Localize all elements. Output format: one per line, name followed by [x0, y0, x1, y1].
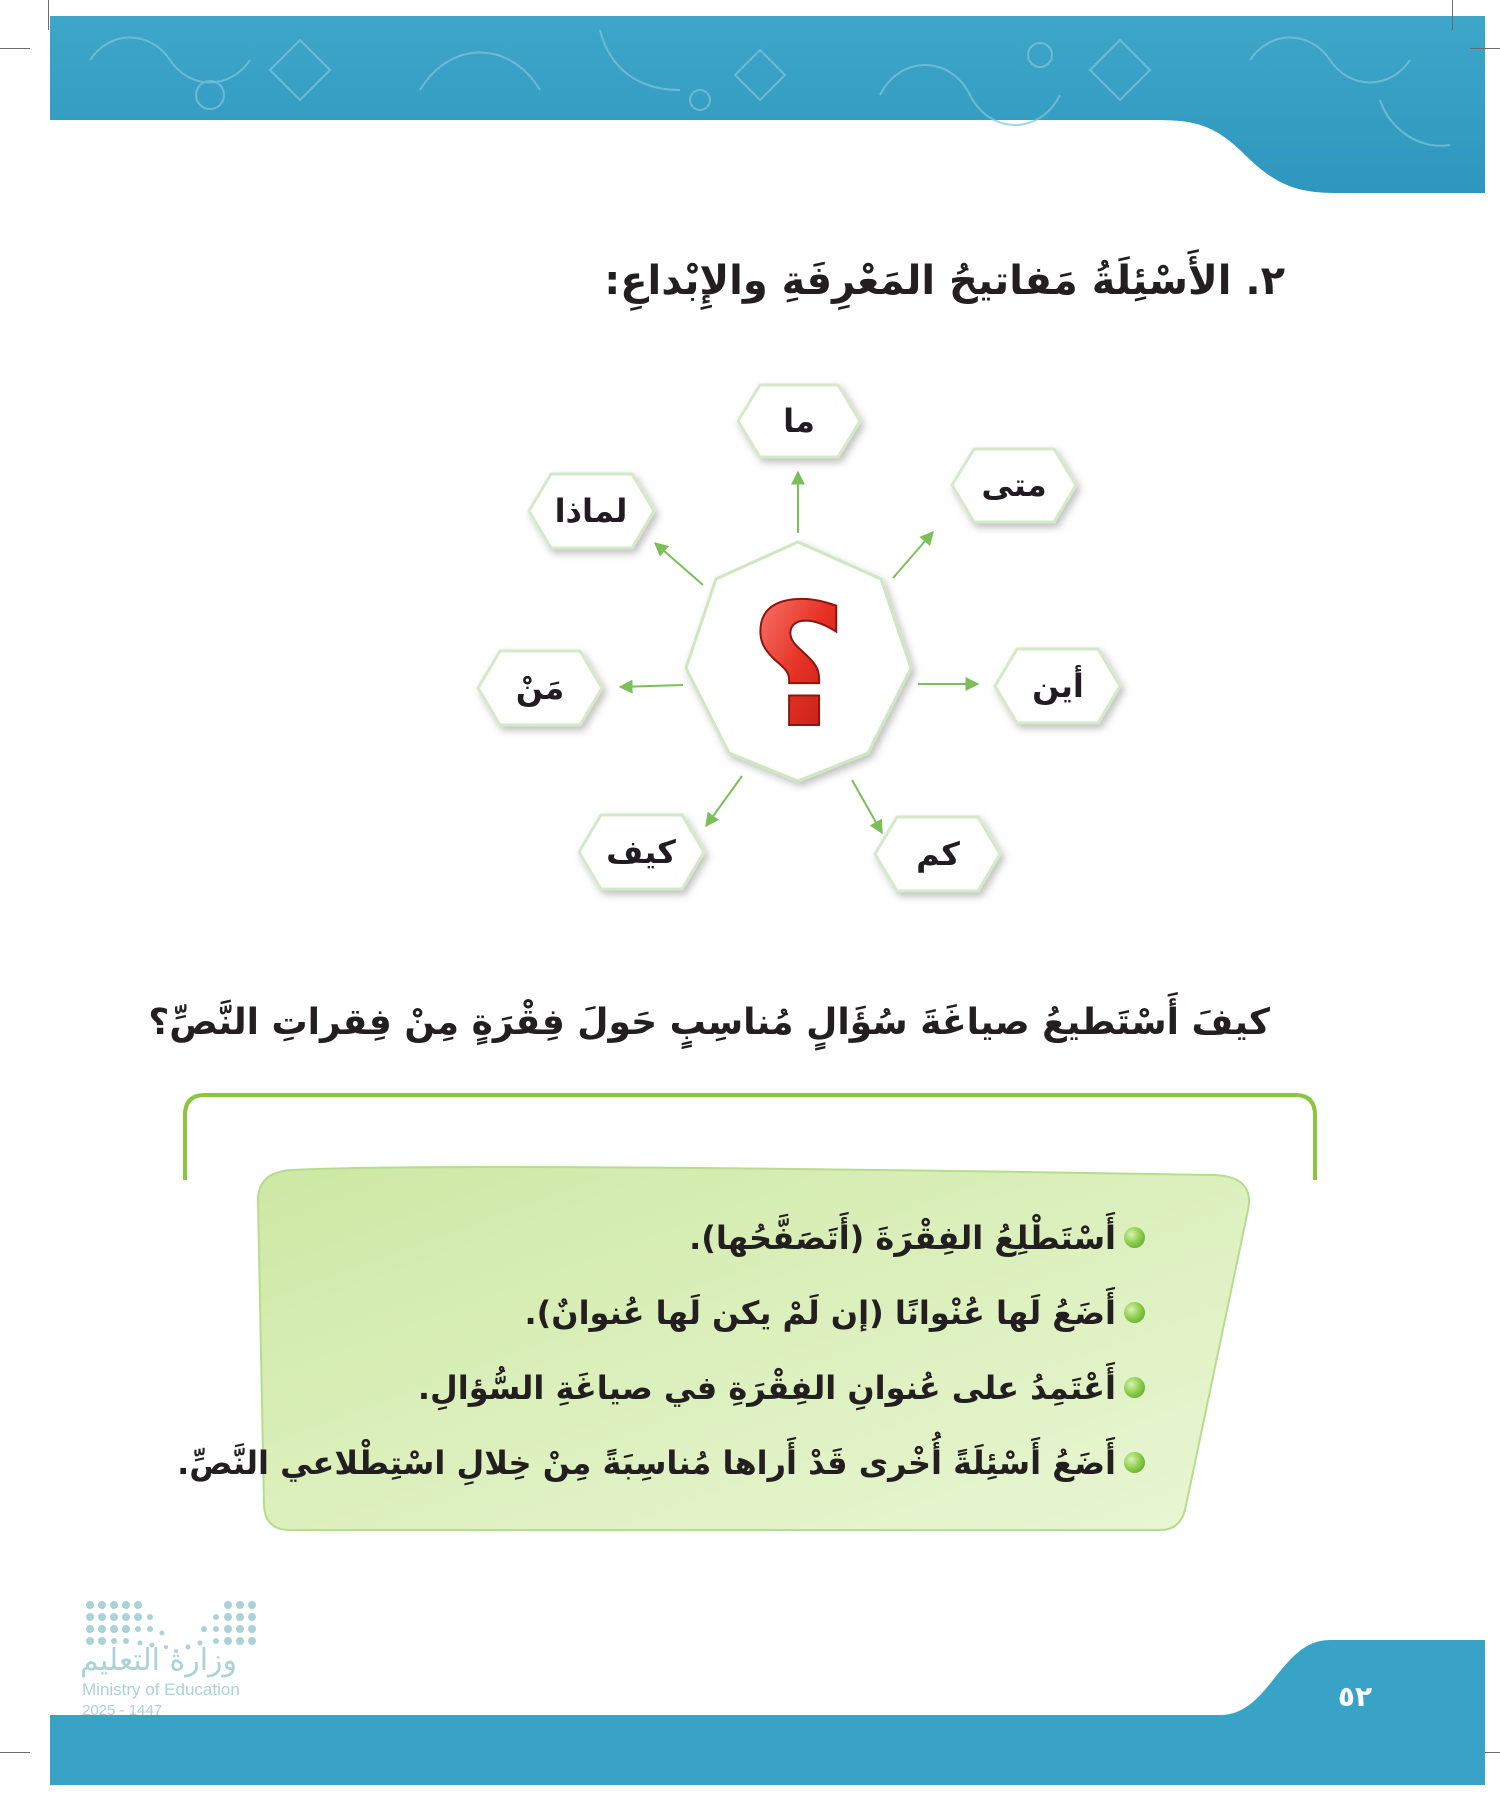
word-kam: كم — [916, 835, 960, 873]
step-item — [245, 1275, 1145, 1350]
step-item — [177, 1425, 1145, 1500]
edition-year: 2025 - 1447 — [82, 1702, 163, 1719]
ministry-name-arabic: وزارة التعليم — [80, 1643, 238, 1678]
ministry-name-english: Ministry of Education — [82, 1680, 240, 1699]
word-man: مَنْ — [515, 669, 565, 707]
word-kayfa: كيف — [606, 833, 676, 871]
word-ma: ما — [783, 402, 815, 440]
green-bullet-icon — [1124, 1377, 1145, 1398]
green-bullet-icon — [1124, 1227, 1145, 1248]
green-bullet-icon — [1124, 1302, 1145, 1323]
word-mata: متى — [981, 466, 1047, 504]
step-text: أَضَعُ أَسْئِلَةً أُخْرى قَدْ أَراها مُناسِبَةً مِنْ خِلالِ اسْتِطْلاعي النَّصِّ. — [177, 1443, 1116, 1482]
steps-list — [177, 1200, 1145, 1500]
page-number: ٥٢ — [1337, 1680, 1373, 1713]
guiding-question: كيفَ أَسْتَطيعُ صياغَةَ سُؤَالٍ مُناسِبٍ حَولَ فِقْرَةٍ مِنْ فِقراتِ النَّصِّ؟ — [148, 1002, 1270, 1043]
section-title: ٢. الأَسْئِلَةُ مَفاتيحُ المَعْرِفَةِ والإِبْداعِ: — [604, 258, 1285, 304]
step-item — [245, 1350, 1145, 1425]
step-text: أَسْتَطْلِعُ الفِقْرَةَ (أَتَصَفَّحُها). — [689, 1218, 1116, 1257]
word-limadha: لماذا — [554, 492, 628, 530]
step-text: أَعْتَمِدُ على عُنوانِ الفِقْرَةِ في صياغَةِ السُّؤالِ. — [417, 1368, 1116, 1407]
question-mark-icon: ؟ — [748, 568, 848, 766]
step-text: أَضَعُ لَها عُنْوانًا (إن لَمْ يكن لَها عُنوانٌ). — [524, 1293, 1116, 1332]
green-bullet-icon — [1124, 1452, 1145, 1473]
word-ayna: أين — [1032, 667, 1084, 705]
step-item — [245, 1200, 1145, 1275]
